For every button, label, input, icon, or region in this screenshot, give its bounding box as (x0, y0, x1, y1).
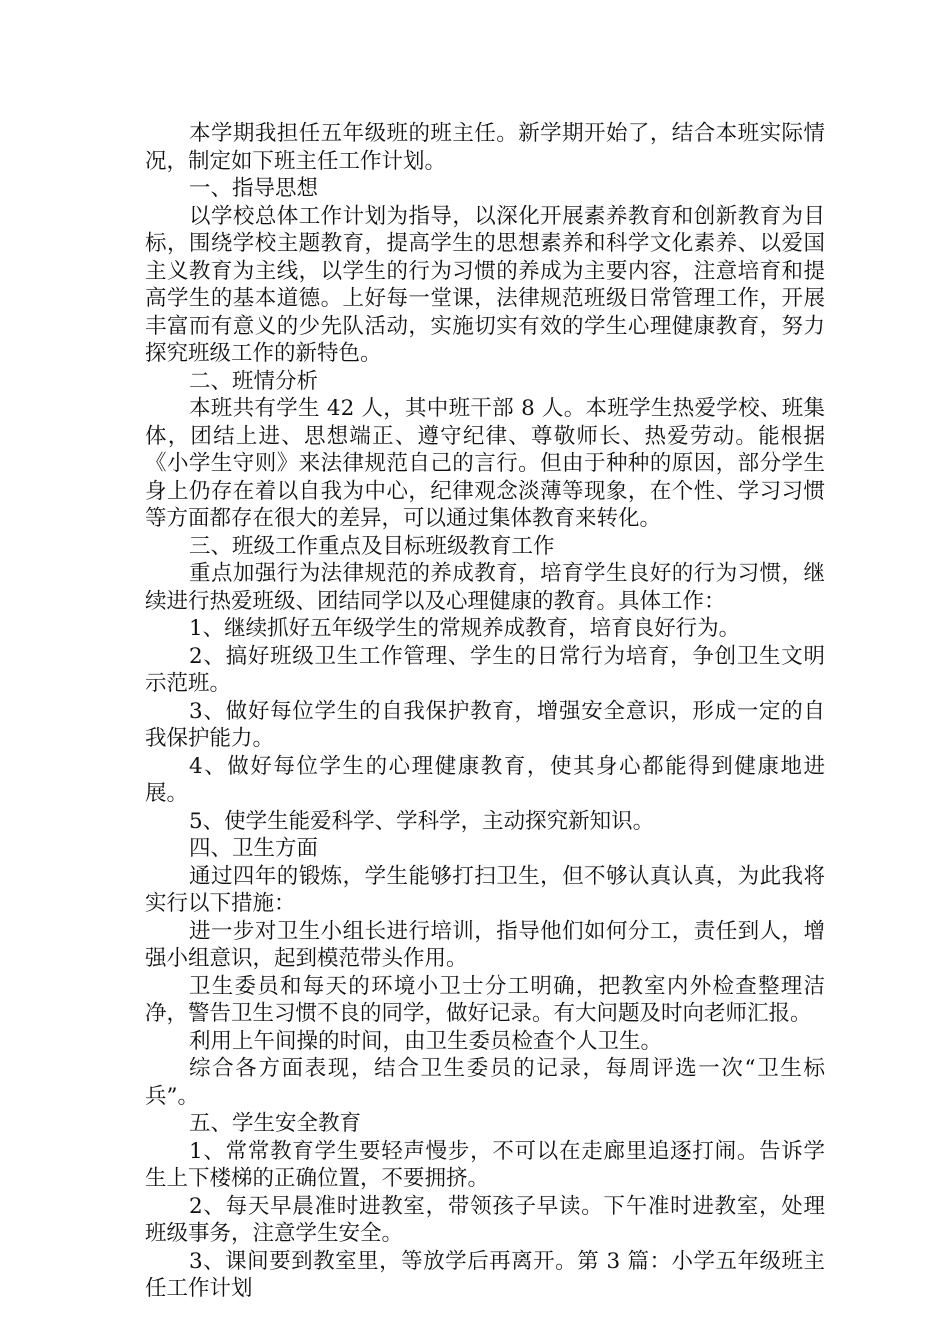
document-body (145, 120, 825, 1303)
list-item-4: 4、做好每位学生的心理健康教育，使其身心都能得到健康地进展。 (145, 753, 825, 806)
list-item-1: 1、继续抓好五年级学生的常规养成教育，培育良好行为。 (189, 616, 741, 641)
list-item-5: 5、使学生能爱科学、学科学，主动探究新知识。 (189, 808, 655, 834)
intro-paragraph: 本学期我担任五年级班的班主任。新学期开始了，结合本班实际情况，制定如下班主任工作计划。 (145, 121, 825, 174)
paragraph-hygiene-training: 进一步对卫生小组长进行培训，指导他们如何分工，责任到人，增强小组意识，起到模范带头作用。 (145, 918, 825, 971)
list-item-3: 3、做好每位学生的自我保护教育，增强安全意识，形成一定的自我保护能力。 (145, 698, 825, 751)
paragraph-hygiene-award: 综合各方面表现，结合卫生委员的记录，每周评选一次“卫生标兵”。 (145, 1056, 825, 1109)
section-heading-class-analysis: 二、班情分析 (189, 368, 319, 394)
safety-item-3: 3、课间要到教室里，等放学后再离开。第 3 篇：小学五年级班主任工作计划 (145, 1248, 825, 1301)
section-heading-safety: 五、学生安全教育 (189, 1111, 362, 1136)
paragraph-class-analysis: 本班共有学生 42 人，其中班干部 8 人。本班学生热爱学校、班集体，团结上进、思想端正、遵守纪律、尊敬师长、热爱劳动。能根据《小学生守则》来法律规范自己的言行。但由于种种的原因，部分学生身上仍存在着以自我为中心，纪律观念淡薄等现象，在个性、学习习惯等方面都存在很大的差异，可以通过集体教育来转化。 (145, 396, 825, 531)
paragraph-hygiene-intro: 通过四年的锻炼，学生能够打扫卫生，但不够认真认真，为此我将实行以下措施： (145, 863, 825, 916)
paragraph-hygiene-check: 利用上午间操的时间，由卫生委员检查个人卫生。 (189, 1028, 663, 1054)
safety-item-2: 2、每天早晨准时进教室，带领孩子早读。下午准时进教室，处理班级事务，注意学生安全。 (145, 1193, 825, 1246)
section-heading-guiding-ideology: 一、指导思想 (189, 176, 319, 201)
paragraph-guiding-ideology: 以学校总体工作计划为指导，以深化开展素养教育和创新教育为目标，围绕学校主题教育，提高学生的思想素养和科学文化素养、以爱国主义教育为主线，以学生的行为习惯的养成为主要内容，注意培育和提高学生的基本道德。上好每一堂课，法律规范班级日常管理工作，开展丰富而有意义的少先队活动，实施切实有效的学生心理健康教育，努力探究班级工作的新特色。 (145, 203, 825, 366)
paragraph-work-focus: 重点加强行为法律规范的养成教育，培育学生良好的行为习惯，继续进行热爱班级、团结同学以及心理健康的教育。具体工作： (145, 561, 825, 614)
section-heading-work-focus: 三、班级工作重点及目标班级教育工作 (189, 533, 555, 559)
safety-item-1: 1、常常教育学生要轻声慢步，不可以在走廊里追逐打闹。告诉学生上下楼梯的正确位置，不要拥挤。 (145, 1138, 825, 1191)
list-item-2: 2、搞好班级卫生工作管理、学生的日常行为培育，争创卫生文明示范班。 (145, 643, 825, 696)
section-heading-hygiene: 四、卫生方面 (189, 836, 319, 861)
paragraph-hygiene-committee: 卫生委员和每天的环境小卫士分工明确，把教室内外检查整理洁净，警告卫生习惯不良的同学，做好记录。有大问题及时向老师汇报。 (145, 973, 825, 1026)
